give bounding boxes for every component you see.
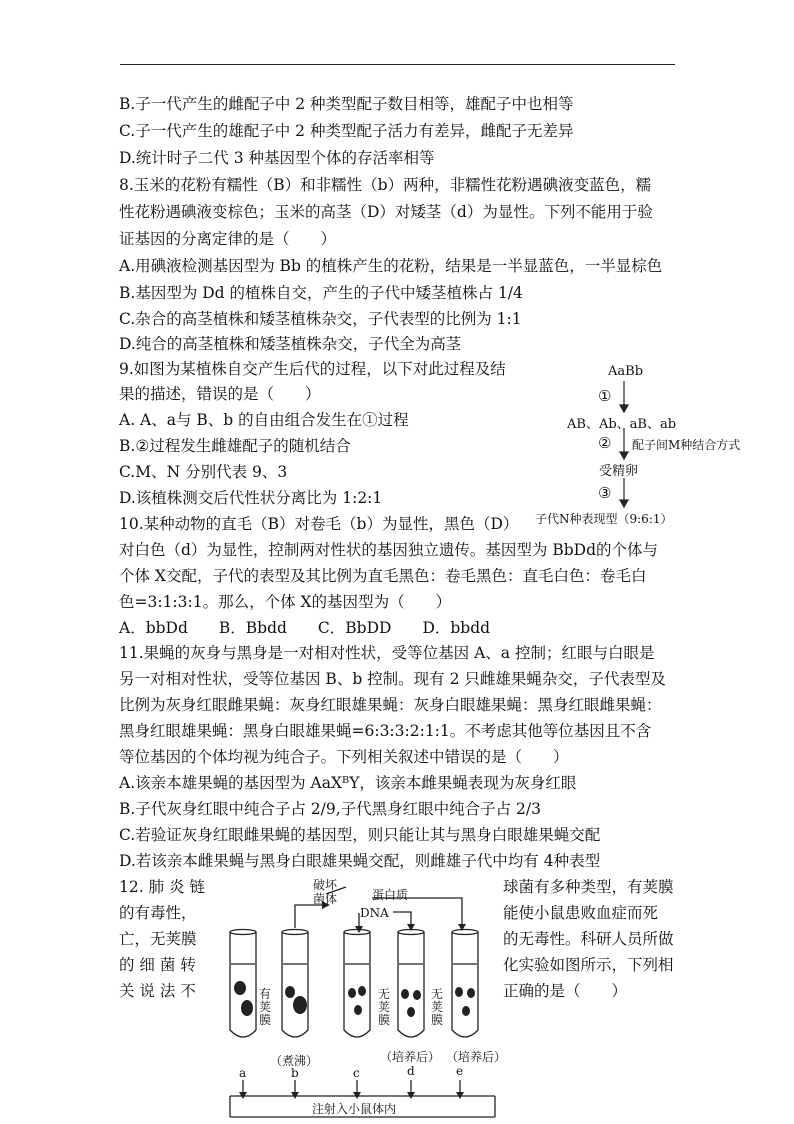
q12-right: 化实验如图所示，下列相 [503, 956, 674, 974]
q12-inject: 注射入小鼠体内 [312, 1102, 397, 1116]
option-line: A. A、a与 B、b 的自由组合发生在①过程 [119, 411, 409, 429]
option-line: B.子一代产生的雌配子中 2 种类型配子数目相等，雄配子中也相等 [119, 95, 574, 113]
q12-capsule-3: 无荚膜 [431, 987, 444, 1027]
q12-capsule-1: 有荚膜 [259, 987, 272, 1027]
q12-left: 关 说 法 不 [119, 982, 196, 1000]
option-line: C.子一代产生的雄配子中 2 种类型配子活力有差异，雌配子无差异 [119, 122, 574, 140]
q9-offspring: 子代N种表现型（9:6:1） [535, 512, 673, 526]
q12-dna: DNA [360, 906, 389, 920]
q12-destroy-1: 破坏 [313, 878, 338, 892]
q9-step1: ① [598, 387, 612, 405]
question-10-stem: 个体 X交配，子代的表型及其比例为直毛黑色：卷毛黑色：直毛白色：卷毛白 [119, 567, 647, 585]
q9-step2: ② [598, 434, 612, 452]
q12-left: 的 细 菌 转 [119, 956, 196, 974]
q12-capsule-2: 无荚膜 [378, 987, 391, 1027]
option-line: D.若该亲本雌果蝇与黑身白眼雄果蝇交配，则雌雄子代中均有 4种表型 [119, 852, 601, 870]
q12-right: 球菌有多种类型，有荚膜 [503, 878, 674, 896]
question-9-stem: 9.如图为某植株自交产生后代的过程，以下对此过程及结 [119, 360, 506, 378]
q9-parent: AaBb [608, 364, 644, 379]
question-8-stem: 证基因的分离定律的是（ ） [119, 230, 337, 248]
test-tube-c [344, 932, 370, 1037]
option-line: C.杂合的高茎植株和矮茎植株杂交，子代表型的比例为 1:1 [119, 310, 522, 328]
test-tube-e [452, 932, 478, 1037]
q12-tube-label-b: b [291, 1066, 299, 1080]
q12-left: 12. 肺 炎 链 [119, 878, 205, 896]
question-11-stem: 11.果蝇的灰身与黑身是一对相对性状，受等位基因 A、a 控制；红眼与白眼是 [119, 644, 655, 662]
option-line: D.纯合的高茎植株和矮茎植株杂交，子代全为高茎 [119, 335, 462, 353]
q12-tube-label-e: e [456, 1064, 464, 1078]
q12-right: 正确的是（ ） [503, 982, 628, 1000]
q12-protein: 蛋白质 [372, 888, 409, 902]
q12-destroy-2: 菌体 [313, 892, 338, 906]
question-9-stem: 果的描述，错误的是（ ） [119, 385, 321, 403]
q12-left: 的有毒性， [119, 904, 197, 922]
q12-tube-label-d: d [407, 1064, 415, 1078]
option-line: D.统计时子二代 3 种基因型个体的存活率相等 [119, 149, 435, 167]
q12-right: 的无毒性。科研人员所做 [503, 930, 674, 948]
question-11-stem: 黑身红眼雄果蝇：黑身白眼雄果蝇=6:3:3:2:1:1。不考虑其他等位基因且不含 [119, 722, 652, 740]
option-line: D.该植株测交后代性状分离比为 1:2:1 [119, 489, 383, 507]
q9-gametes: AB、Ab、aB、ab [567, 417, 677, 432]
option-line: C.M、N 分别代表 9、3 [119, 463, 288, 481]
option-line: B.基因型为 Dd 的植株自交，产生的子代中矮茎植株占 1/4 [119, 284, 523, 302]
q9-step3: ③ [598, 484, 612, 502]
q12-tube-label-c: c [353, 1066, 360, 1080]
option-line: B.②过程发生雌雄配子的随机结合 [119, 437, 351, 455]
q12-right: 能使小鼠患败血症而死 [503, 904, 659, 922]
question-8-stem: 8.玉米的花粉有糯性（B）和非糯性（b）两种，非糯性花粉遇碘液变蓝色，糯 [119, 176, 652, 194]
q12-tube-label-a: a [239, 1066, 247, 1080]
test-tube-d [398, 932, 424, 1037]
q9-step2-note: 配子间M种结合方式 [632, 438, 741, 452]
question-10-stem: 色=3:1:3:1。那么，个体 X的基因型为（ ） [119, 593, 452, 611]
question-10-stem: 对白色（d）为显性，控制两对性状的基因独立遗传。基因型为 BbDd的个体与 [119, 541, 659, 559]
option-line: A.该亲本雄果蝇的基因型为 AaXᴮY，该亲本雌果蝇表现为灰身红眼 [119, 774, 577, 792]
option-line: A.用碘液检测基因型为 Bb 的植株产生的花粉，结果是一半显蓝色，一半显棕色 [119, 257, 663, 275]
question-10-stem: 10.某种动物的直毛（B）对卷毛（b）为显性，黑色（D） [119, 515, 519, 533]
test-tube-b [282, 932, 308, 1037]
option-line: B.子代灰身红眼中纯合子占 2/9,子代黑身红眼中纯合子占 2/3 [119, 800, 541, 818]
q12-left: 亡，无荚膜 [119, 930, 197, 948]
option-line: C.若验证灰身红眼雌果蝇的基因型，则只能让其与黑身白眼雄果蝇交配 [119, 826, 601, 844]
q12-cultured-1: （培养后） [380, 1050, 441, 1064]
question-8-stem: 性花粉遇碘液变棕色；玉米的高茎（D）对矮茎（d）为显性。下列不能用于验 [119, 203, 653, 221]
q9-fertilized: 受精卵 [599, 464, 639, 479]
q12-cultured-2: （培养后） [446, 1050, 507, 1064]
question-11-stem: 比例为灰身红眼雌果蝇：灰身红眼雄果蝇：灰身白眼雄果蝇：黑身红眼雌果蝇： [119, 696, 662, 714]
question-11-stem: 等位基因的个体均视为纯合子。下列相关叙述中错误的是（ ） [119, 748, 569, 766]
option-line: A．bbDd B．Bbdd C．BbDD D．bbdd [119, 619, 491, 637]
question-11-stem: 另一对相对性状，受等位基因 B、b 控制。现有 2 只雌雄果蝇杂交，子代表型及 [119, 670, 666, 688]
q12-boiled: （煮沸） [270, 1054, 319, 1068]
